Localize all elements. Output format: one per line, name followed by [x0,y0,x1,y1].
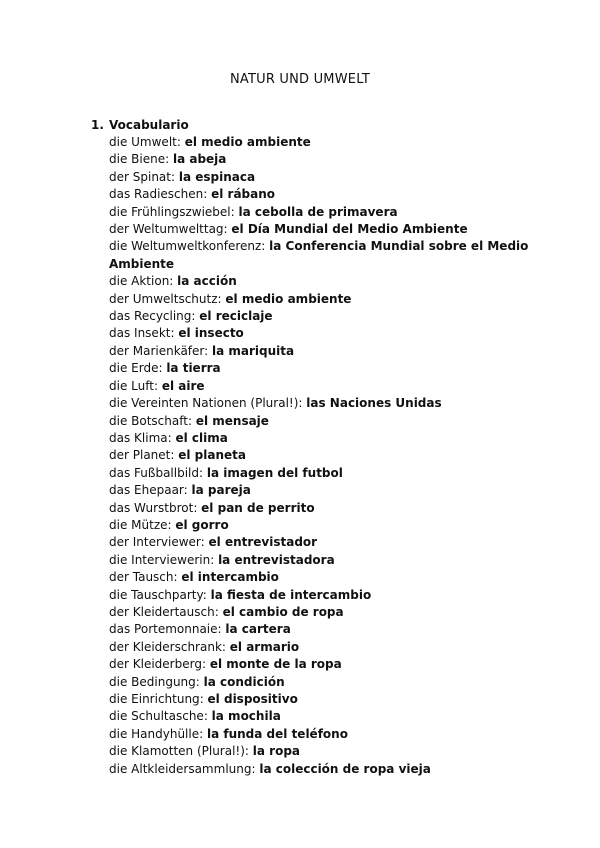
vocab-translation-es: el dispositivo [207,692,298,706]
vocab-translation-es: el armario [229,639,300,654]
vocab-item: der Marienkäfer: la mariquita [109,343,295,358]
vocab-translation-es: la Conferencia Mundial sobre el Medio Ambiente [109,239,529,271]
vocab-translation-es: el cambio de ropa [222,604,344,619]
vocab-item: die Bedingung: la condición [109,674,285,689]
vocab-term-de: die Bedingung [109,674,196,689]
vocab-term-de: die Vereinten Nationen (Plural!) [109,396,299,411]
vocab-item: die Botschaft: el mensaje [109,413,269,428]
vocab-term-de: die Schultasche [109,709,204,724]
vocab-item: die Frühlingszwiebel: la cebolla de primavera [109,204,398,219]
vocab-item: die Schultasche: la mochila [109,709,281,724]
vocab-term-de: die Mütze [109,517,168,532]
vocab-term-de: die Frühlingszwiebel [109,204,231,219]
vocab-term-de: der Tausch [109,570,174,585]
vocab-term-de: das Portemonnaie [109,622,218,637]
vocab-item: das Ehepaar: la pareja [109,483,251,498]
vocab-item: der Umweltschutz: el medio ambiente [109,291,352,306]
vocab-term-de: die Klamotten (Plural!) [109,744,245,759]
vocab-translation-es: la ropa [252,744,301,759]
vocab-term-de: das Fußballbild [109,465,199,480]
vocab-translation-es: el medio ambiente [225,291,352,306]
vocab-item: die Weltumweltkonferenz: la Conferencia Mundial sobre el Medio Ambiente [109,239,529,271]
vocab-term-de: der Spinat [109,169,171,184]
vocab-translation-es: la cebolla de primavera [238,204,398,219]
vocab-term-de: der Marienkäfer [109,343,205,358]
vocab-item: die Tauschparty: la fiesta de intercambio [109,587,372,602]
vocab-translation-es: la cartera [225,622,291,637]
vocab-translation-es: la pareja [191,483,251,498]
vocab-term-de: das Wurstbrot [109,500,194,515]
vocab-item: der Interviewer: el entrevistador [109,535,318,550]
vocab-translation-es: las Naciones Unidas [306,396,442,411]
vocab-translation-es: la fiesta de intercambio [210,587,372,602]
vocab-translation-es: la mariquita [212,343,295,358]
vocab-item: das Klima: el clima [109,430,228,445]
vocab-term-de: die Umwelt [109,135,177,149]
vocab-item: der Kleidertausch: el cambio de ropa [109,604,344,619]
vocab-item: die Biene: la abeja [109,152,227,167]
vocab-term-de: die Einrichtung [109,692,200,706]
vocab-translation-es: el gorro [175,517,229,532]
vocab-translation-es: la colección de ropa vieja [259,761,431,776]
vocab-item: die Altkleidersammlung: la colección de ropa vieja [109,761,431,776]
vocab-item: das Radieschen: el rábano [109,187,276,202]
vocab-term-de: die Handyhülle [109,726,200,741]
vocab-item: die Umwelt: el medio ambiente [109,135,311,149]
vocab-term-de: das Ehepaar [109,483,184,498]
vocab-translation-es: la condición [203,674,285,689]
page-title: NATUR UND UMWELT [229,72,370,87]
vocab-term-de: das Recycling [109,309,192,324]
vocab-translation-es: el reciclaje [199,309,273,324]
vocab-item: der Planet: el planeta [109,448,246,463]
vocab-item: die Luft: el aire [109,378,205,393]
vocab-translation-es: la entrevistadora [218,552,335,567]
vocab-translation-es: el rábano [211,187,276,202]
vocab-term-de: der Weltumwelttag [109,222,224,237]
vocab-item: die Einrichtung: el dispositivo [109,692,298,706]
vocab-term-de: die Altkleidersammlung [109,761,252,776]
vocab-item: die Interviewerin: la entrevistadora [109,552,335,567]
vocab-item: das Fußballbild: la imagen del futbol [109,465,343,480]
vocab-translation-es: el clima [175,430,228,445]
section-title: Vocabulario [109,118,189,132]
vocab-translation-es: el entrevistador [208,535,318,550]
vocab-translation-es: la tierra [166,361,221,376]
vocab-translation-es: la mochila [211,709,281,724]
vocab-term-de: die Tauschparty [109,587,203,602]
vocab-translation-es: el monte de la ropa [209,657,342,672]
vocab-item: die Handyhülle: la funda del teléfono [109,726,348,741]
vocab-term-de: der Planet [109,448,171,463]
vocab-item: das Wurstbrot: el pan de perrito [109,500,315,515]
vocab-item: die Vereinten Nationen (Plural!): las Naciones Unidas [109,396,442,411]
vocab-translation-es: el pan de perrito [201,500,315,515]
vocab-term-de: das Radieschen [109,187,204,202]
vocab-translation-es: el aire [161,378,205,393]
vocab-term-de: die Luft [109,378,154,393]
vocab-term-de: der Umweltschutz [109,291,218,306]
vocab-item: der Spinat: la espinaca [109,169,256,184]
vocab-item: die Erde: la tierra [109,361,221,376]
vocab-item: der Kleiderberg: el monte de la ropa [109,657,342,672]
vocab-term-de: die Erde [109,361,159,376]
vocab-item: der Weltumwelttag: el Día Mundial del Medio Ambiente [109,222,468,237]
vocab-translation-es: el intercambio [181,570,279,585]
section-number: 1. [91,118,104,132]
vocab-term-de: der Kleidertausch [109,604,215,619]
vocab-translation-es: el insecto [178,326,244,341]
vocab-item: das Portemonnaie: la cartera [109,622,291,637]
vocab-item: die Aktion: la acción [109,274,237,289]
vocab-item: der Kleiderschrank: el armario [109,639,300,654]
vocab-item: die Klamotten (Plural!): la ropa [109,744,301,759]
vocab-term-de: der Interviewer [109,535,201,550]
vocab-translation-es: la imagen del futbol [206,465,343,480]
vocabulary-list [109,134,579,778]
vocab-term-de: der Kleiderberg [109,657,202,672]
vocab-item: das Recycling: el reciclaje [109,309,273,324]
vocab-term-de: die Aktion [109,274,170,289]
vocab-term-de: das Insekt [109,326,171,341]
vocab-translation-es: la espinaca [178,169,256,184]
vocab-term-de: die Interviewerin [109,552,211,567]
vocab-translation-es: el mensaje [195,413,269,428]
vocab-translation-es: el medio ambiente [184,135,311,149]
vocab-term-de: die Botschaft [109,413,188,428]
vocab-translation-es: la abeja [172,152,227,167]
vocab-translation-es: la funda del teléfono [206,726,348,741]
vocab-item: die Mütze: el gorro [109,517,229,532]
vocab-translation-es: el planeta [178,448,246,463]
section-heading [91,118,189,132]
vocab-translation-es: el Día Mundial del Medio Ambiente [231,222,468,237]
vocab-term-de: das Klima [109,430,168,445]
vocab-term-de: der Kleiderschrank [109,639,222,654]
vocab-term-de: die Biene [109,152,166,167]
vocab-translation-es: la acción [177,274,237,289]
vocab-term-de: die Weltumweltkonferenz [109,239,262,254]
vocab-item: der Tausch: el intercambio [109,570,279,585]
vocab-item: das Insekt: el insecto [109,326,244,341]
